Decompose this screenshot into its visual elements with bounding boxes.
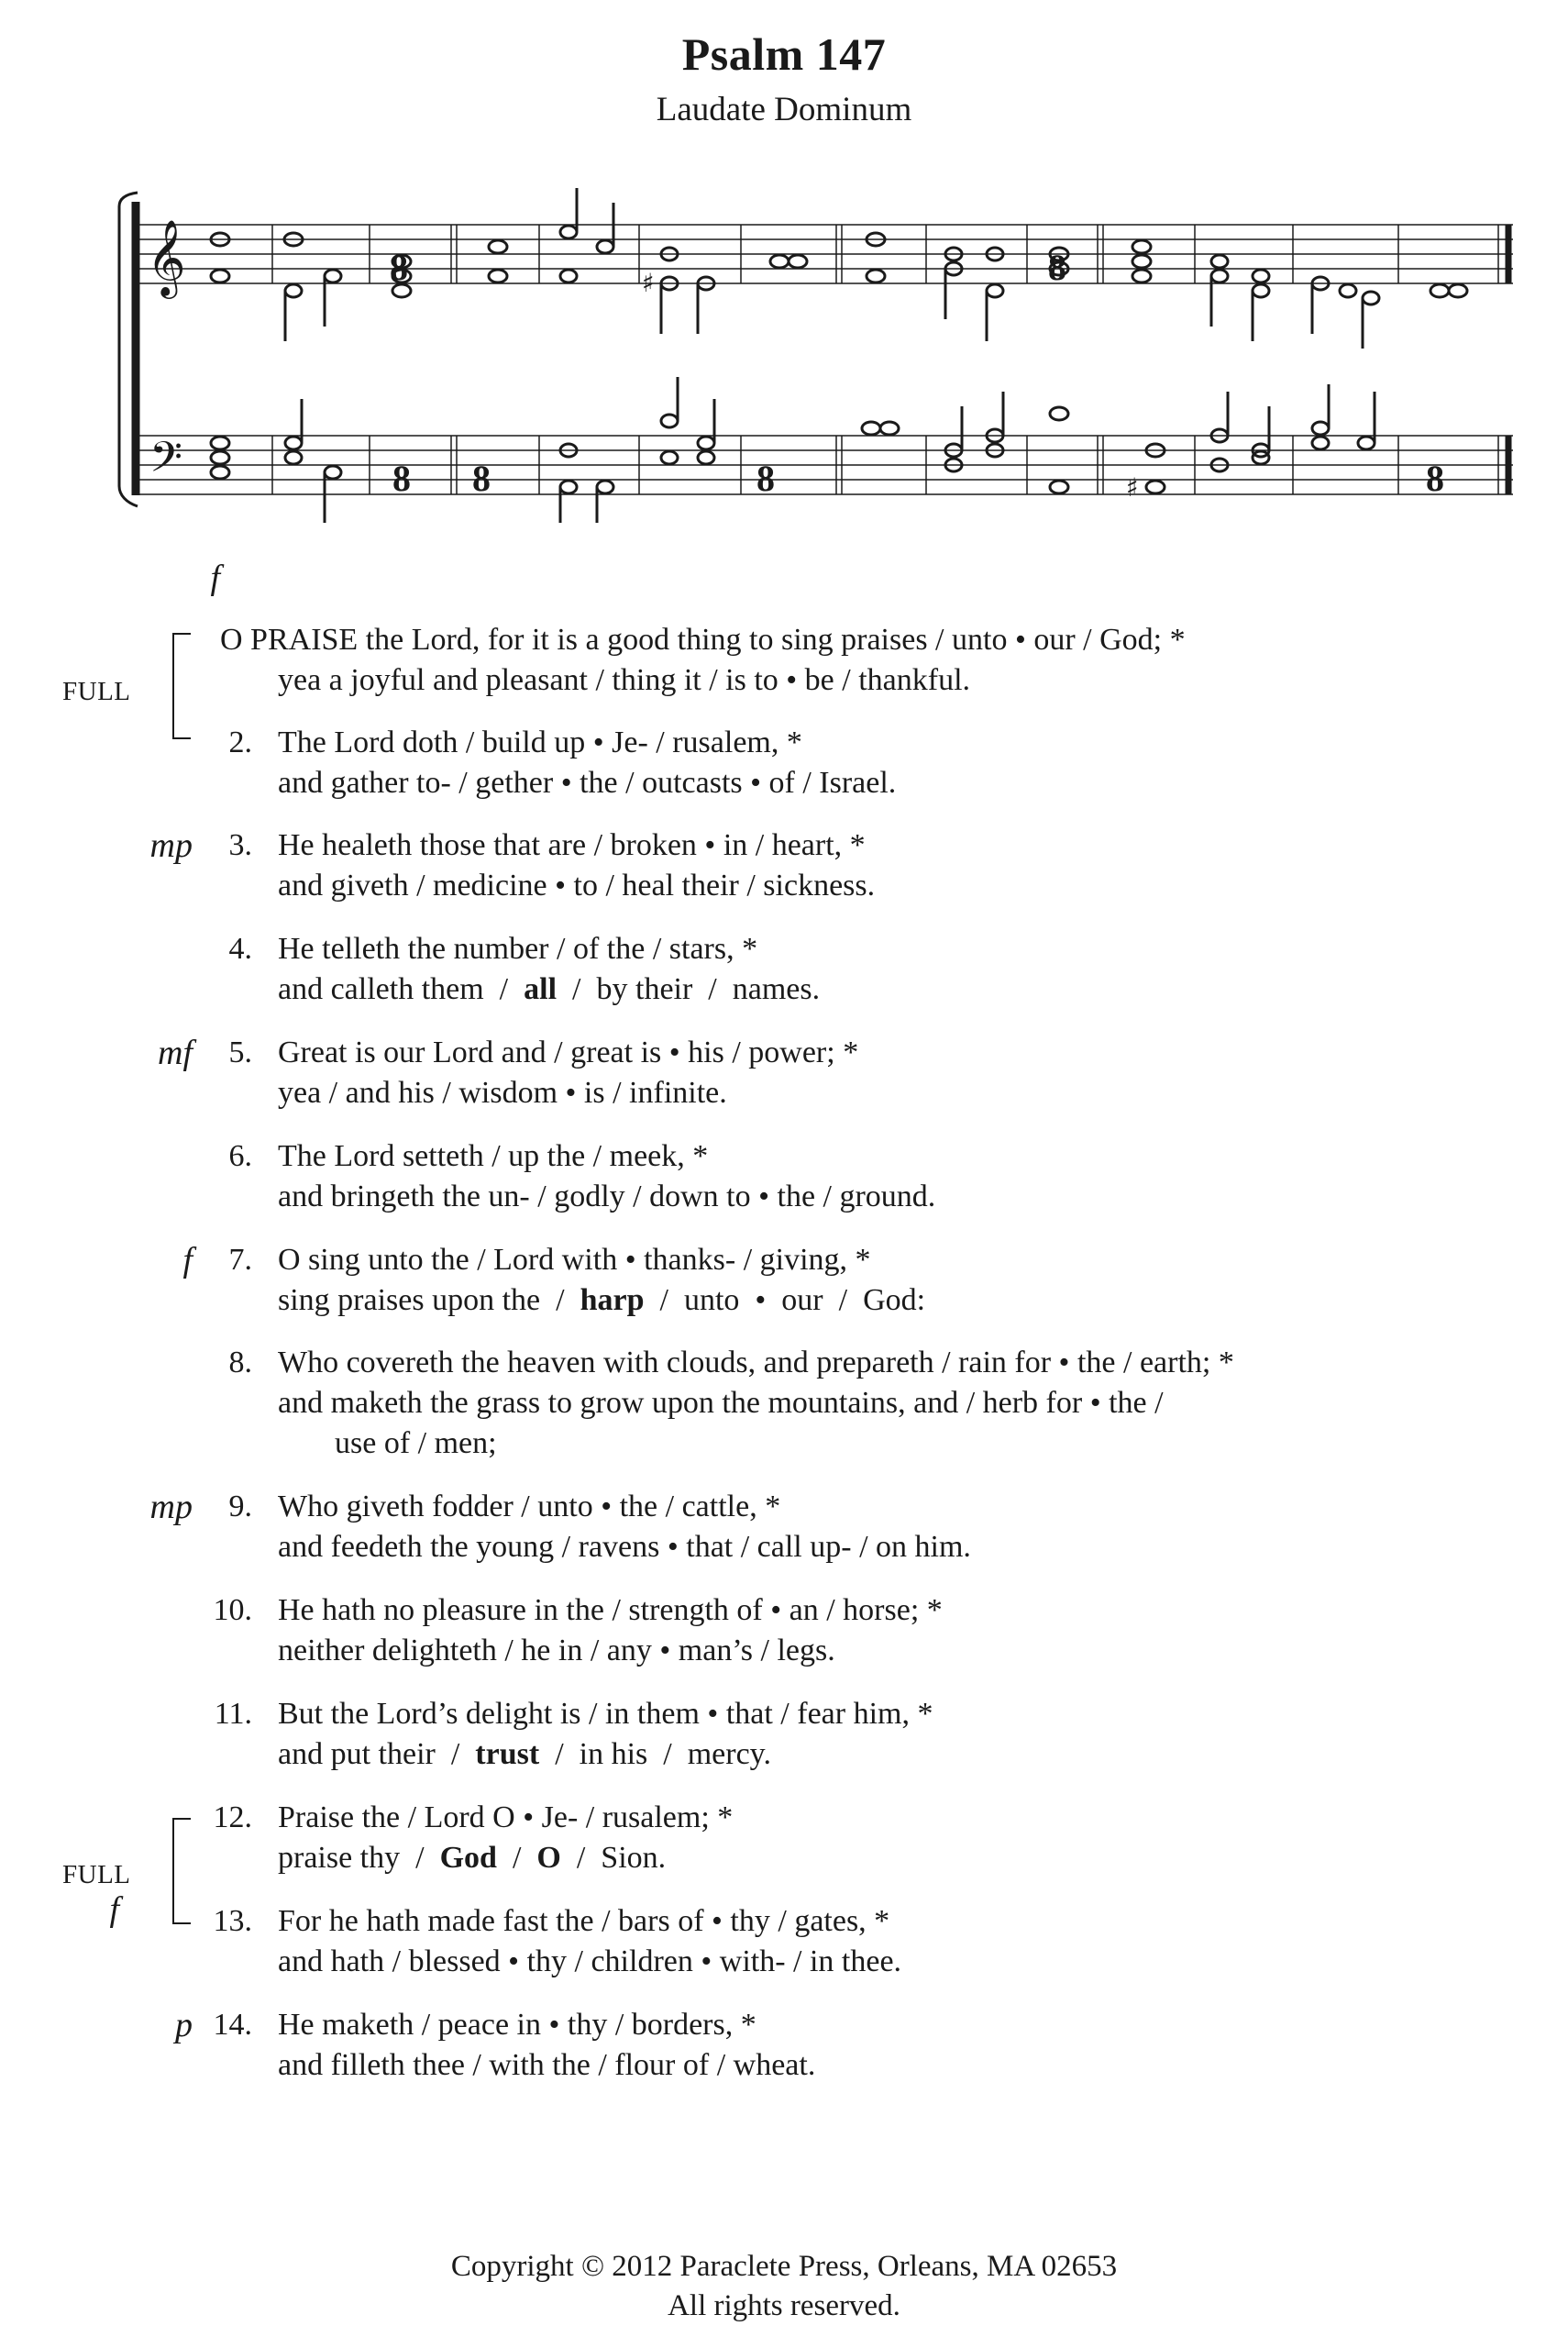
verse-number: 10. [213,1593,252,1627]
full-bracket [172,1818,191,1924]
verse-1-line-1: O PRAISE the Lord, for it is a good thing to sing praises / unto • our / God; * [220,623,1186,657]
verse-7-line-1: O sing unto the / Lord with • thanks- / giving, * [278,1243,871,1277]
verse-12-line-2: praise thy / God / O / Sion. [278,1841,667,1875]
treble-clef-icon: 𝄞 [147,218,186,295]
verse-number: 13. [213,1904,252,1938]
psalm-title: Psalm 147 [681,28,887,80]
verse-4-line-2: and calleth them / all / by their / names. [278,972,821,1006]
chord-figure: 8 [392,458,411,499]
verse-13-line-2: and hath / blessed • thy / children • with- / in thee. [278,1944,902,1978]
verse-number: 7. [228,1243,252,1277]
verse-2-line-2: and gather to- / gether • the / outcasts • of / Israel. [278,766,897,800]
verse-14-line-1: He maketh / peace in • thy / borders, * [278,2008,756,2042]
verse-number: 14. [213,2008,252,2042]
full-label: FULL [62,677,131,706]
verse-2-line-1: The Lord doth / build up • Je- / rusalem, * [278,725,802,759]
dynamic-marking: mp [149,826,193,865]
verse-14-line-2: and filleth thee / with the / flour of / wheat. [278,2048,816,2082]
verse-3-line-2: and giveth / medicine • to / heal their / sickness. [278,869,876,903]
verse-9-line-1: Who giveth fodder / unto • the / cattle, * [278,1490,781,1523]
chord-figure: 8 [390,247,408,288]
chord-figure: 8 [756,458,775,499]
verse-8-line-3: use of / men; [335,1426,497,1460]
verse-7-line-2: sing praises upon the / harp / unto • our / God: [278,1283,926,1317]
copyright-line: Copyright © 2012 Paraclete Press, Orleans, MA 02653 [450,2250,1118,2283]
verse-12-line-1: Praise the / Lord O • Je- / rusalem; * [278,1800,734,1834]
dynamic-marking: p [175,2006,193,2044]
dynamic-marking: f [210,559,220,597]
verse-number: 4. [228,932,252,966]
verse-number: 9. [228,1490,252,1523]
sharp-icon: ♯ [642,268,655,298]
verse-10-line-2: neither delighteth / he in / any • man’s / legs. [278,1634,835,1667]
verse-6-line-1: The Lord setteth / up the / meek, * [278,1139,709,1173]
rights-line: All rights reserved. [668,2289,900,2322]
full-label: FULL [62,1860,131,1889]
verse-number: 5. [228,1036,252,1069]
verse-6-line-2: and bringeth the un- / godly / down to • the / ground. [278,1180,936,1213]
verse-8-line-2: and maketh the grass to grow upon the mountains, and / herb for • the / [278,1386,1164,1420]
dynamic-marking: f [182,1241,193,1279]
psalm-subtitle: Laudate Dominum [656,91,912,128]
verse-13-line-1: For he hath made fast the / bars of • thy / gates, * [278,1904,890,1938]
dynamic-marking: f [109,1890,119,1929]
chord-figure: 8 [472,458,491,499]
bass-staff [138,436,1513,494]
sharp-icon: ♯ [1126,472,1139,503]
verse-number: 8. [228,1346,252,1379]
full-bracket [172,633,191,739]
verse-5-line-1: Great is our Lord and / great is • his / power; * [278,1036,859,1069]
dynamic-marking: mp [149,1488,193,1526]
chord-figure: 8 [1426,458,1444,499]
verse-number: 12. [213,1800,252,1834]
verse-number: 11. [214,1697,252,1731]
verse-8-line-1: Who covereth the heaven with clouds, and prepareth / rain for • the / earth; * [278,1346,1234,1379]
verse-9-line-2: and feedeth the young / ravens • that / call up- / on him. [278,1530,971,1564]
verse-3-line-1: He healeth those that are / broken • in / heart, * [278,828,866,862]
verse-number: 6. [228,1139,252,1173]
verse-4-line-1: He telleth the number / of the / stars, * [278,932,758,966]
verse-5-line-2: yea / and his / wisdom • is / infinite. [278,1076,727,1110]
verse-number: 2. [228,725,252,759]
chord-figure: 8 [1048,247,1066,288]
verse-number: 3. [228,828,252,862]
bass-clef-icon: 𝄢 [149,433,183,493]
verse-10-line-1: He hath no pleasure in the / strength of • an / horse; * [278,1593,943,1627]
dynamic-marking: mf [158,1034,193,1072]
treble-staff [138,225,1513,283]
verse-11-line-2: and put their / trust / in his / mercy. [278,1737,771,1771]
verse-11-line-1: But the Lord’s delight is / in them • that / fear him, * [278,1697,933,1731]
chant-score [0,0,1568,523]
verse-1-line-2: yea a joyful and pleasant / thing it / is to • be / thankful. [278,663,971,697]
